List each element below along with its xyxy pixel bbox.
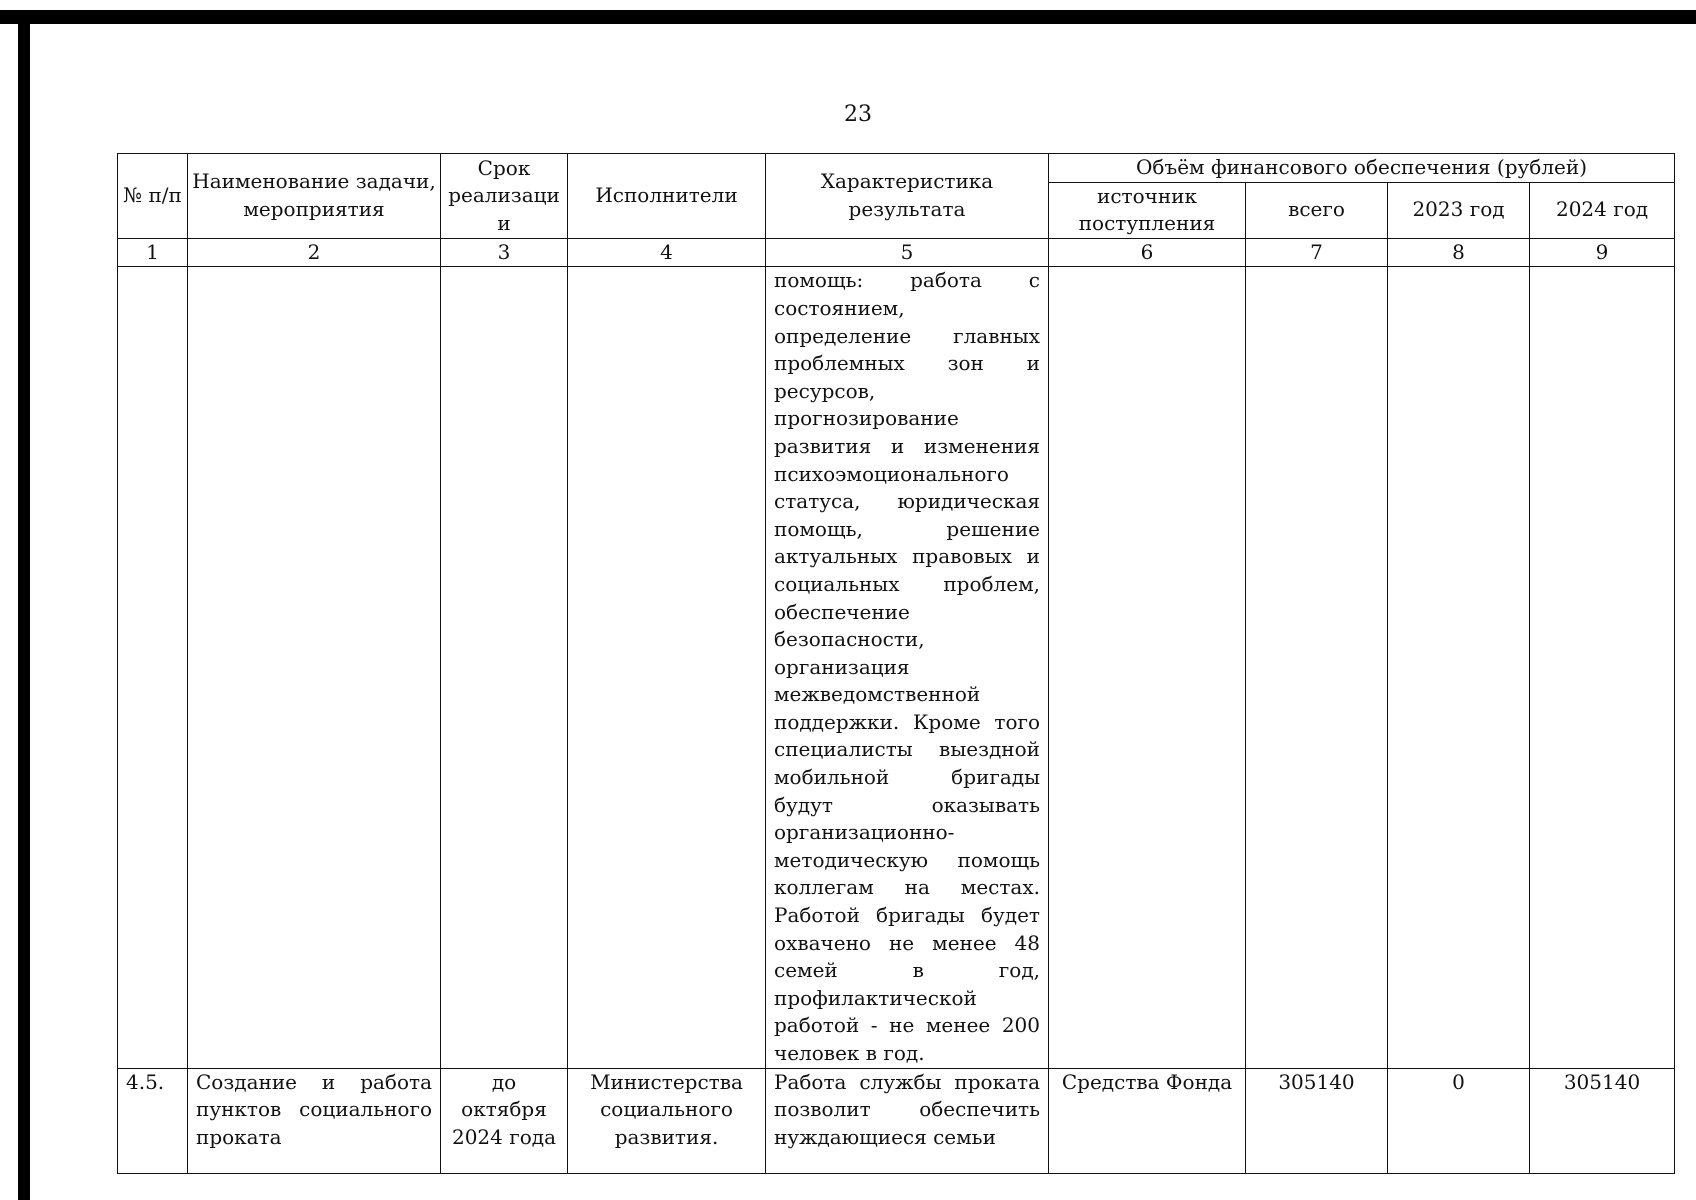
program-table bbox=[117, 153, 1675, 1174]
continuation-row bbox=[118, 267, 1675, 1068]
cell-empty bbox=[441, 267, 568, 1068]
amount-2024: 305140 bbox=[1530, 1068, 1675, 1173]
column-number: 4 bbox=[568, 238, 766, 267]
scan-border-left bbox=[18, 10, 30, 1200]
column-number: 2 bbox=[188, 238, 441, 267]
cell-empty bbox=[1388, 267, 1530, 1068]
total-amount: 305140 bbox=[1246, 1068, 1388, 1173]
amount-2023: 0 bbox=[1388, 1068, 1530, 1173]
term-text: до октября 2024 года bbox=[441, 1068, 568, 1173]
column-number: 8 bbox=[1388, 238, 1530, 267]
header-num: № п/п bbox=[118, 154, 188, 239]
scan-border-top bbox=[0, 10, 1696, 24]
header-term: Срок реализации bbox=[441, 154, 568, 239]
column-number: 6 bbox=[1049, 238, 1246, 267]
cell-empty bbox=[118, 267, 188, 1068]
funding-source: Средства Фонда bbox=[1049, 1068, 1246, 1173]
cell-empty bbox=[568, 267, 766, 1068]
header-result: Характеристика результата bbox=[766, 154, 1049, 239]
column-number: 5 bbox=[766, 238, 1049, 267]
column-number: 1 bbox=[118, 238, 188, 267]
column-number: 3 bbox=[441, 238, 568, 267]
header-source: источник поступления bbox=[1049, 182, 1246, 238]
column-number: 9 bbox=[1530, 238, 1675, 267]
cell-empty bbox=[1246, 267, 1388, 1068]
result-text: Работа службы проката позволит обеспечить нуждающиеся семьи bbox=[766, 1068, 1049, 1173]
header-finance: Объём финансового обеспечения (рублей) bbox=[1049, 154, 1675, 183]
column-number: 7 bbox=[1246, 238, 1388, 267]
header-2024: 2024 год bbox=[1530, 182, 1675, 238]
task-name: Создание и работа пунктов социального проката bbox=[188, 1068, 441, 1173]
cell-empty bbox=[1530, 267, 1675, 1068]
column-number-row bbox=[118, 238, 1675, 267]
header-executors: Исполнители bbox=[568, 154, 766, 239]
row-number: 4.5. bbox=[118, 1068, 188, 1173]
executors-text: Министерства социального развития. bbox=[568, 1068, 766, 1173]
header-2023: 2023 год bbox=[1388, 182, 1530, 238]
header-name: Наименование задачи, мероприятия bbox=[188, 154, 441, 239]
table-row-4-5 bbox=[118, 1068, 1675, 1173]
result-continuation-text: помощь: работа с состоянием, определение главных проблемных зон и ресурсов, прогнозирование развития и изменения психоэмоционального статуса, юридическая помощь, решение актуальных правовых и социальных проблем, обеспечение безопасности, организация межведомственной поддержки. Кроме того специалисты выездной мобильной бригады будут оказывать организационно-методическую помощь коллегам на местах. Работой бригады будет охвачено не менее 48 семей в год, профилактической работой - не менее 200 человек в год. bbox=[766, 267, 1049, 1068]
cell-empty bbox=[1049, 267, 1246, 1068]
cell-empty bbox=[188, 267, 441, 1068]
page-number: 23 bbox=[844, 102, 872, 127]
header-total: всего bbox=[1246, 182, 1388, 238]
